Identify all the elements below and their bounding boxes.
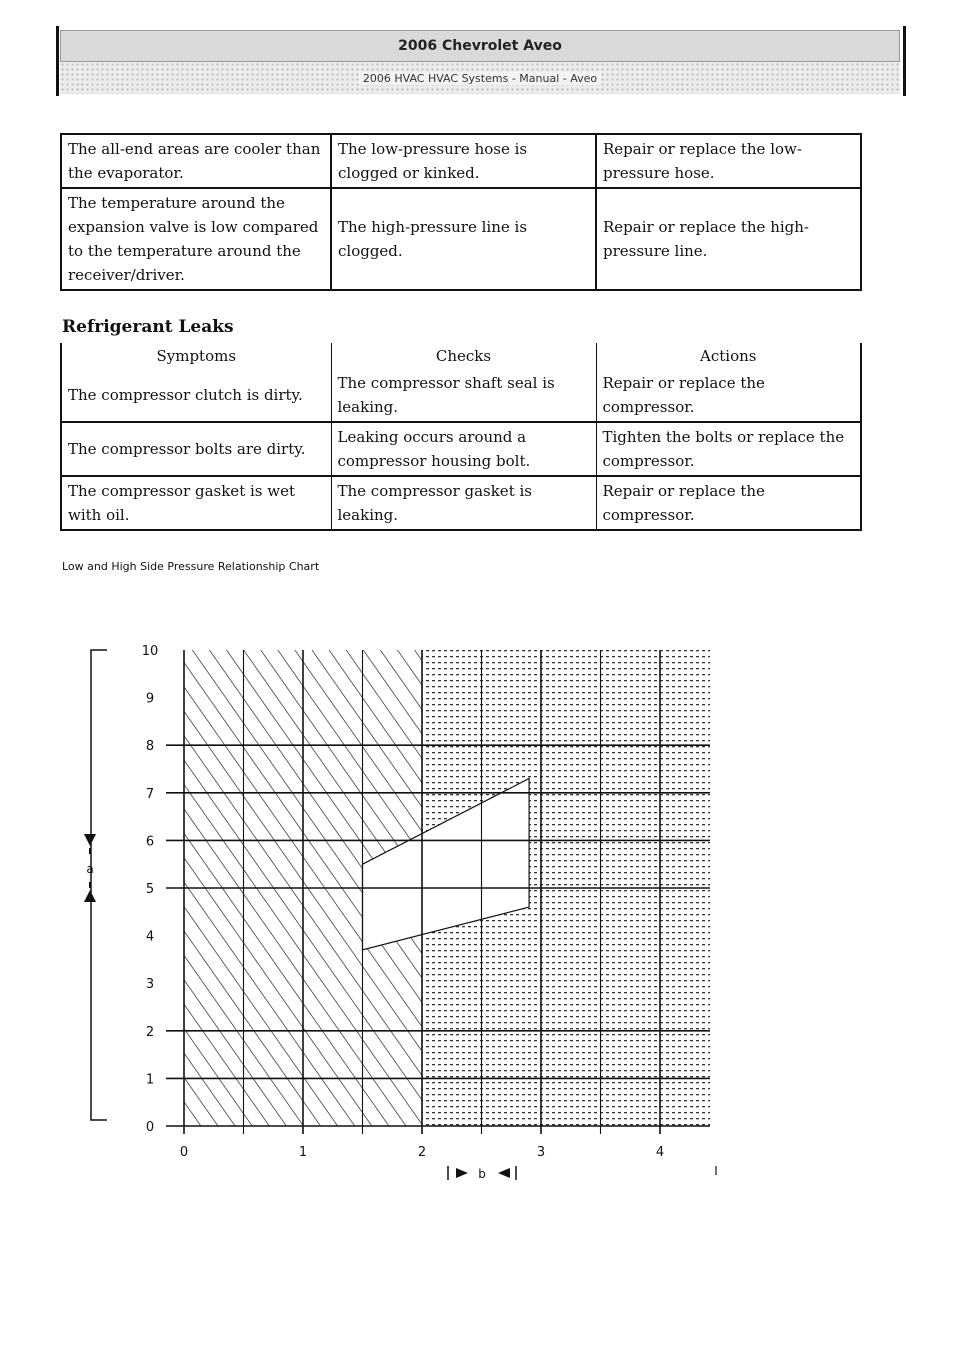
table-cell: The compressor clutch is dirty.: [68, 386, 303, 404]
table-cell: The high-pressure line is clogged.: [331, 188, 596, 290]
pressure-relationship-chart: [0, 620, 960, 1220]
y-tick-label: 9: [145, 691, 155, 707]
header-rule-left: [56, 26, 59, 96]
arrow-up-icon: [84, 890, 96, 902]
y-tick-label: 1: [145, 1072, 155, 1088]
table-cell: The compressor bolts are dirty.: [61, 422, 331, 476]
table-row: [61, 369, 861, 422]
y-tick-label: 0: [145, 1120, 155, 1135]
x-tick-label: 0: [179, 1145, 189, 1160]
x-tick-label: 1: [298, 1145, 308, 1160]
table-cell: The temperature around the expansion valve is low compared to the temperature around the receiver/driver.: [61, 188, 331, 290]
table-cell: The low-pressure hose is clogged or kinked.: [331, 134, 596, 188]
y-tick-label: 8: [145, 739, 155, 755]
diagnosis-table-continued: [60, 133, 862, 291]
table-cell: The compressor gasket is wet with oil.: [61, 476, 331, 530]
section-title-refrigerant-leaks: Refrigerant Leaks: [62, 317, 234, 337]
chart-caption: Low and High Side Pressure Relationship Chart: [62, 560, 320, 573]
y-tick-label: 10: [141, 644, 159, 659]
x-tick-label: 4: [655, 1145, 665, 1160]
refrigerant-leaks-table: [60, 343, 862, 531]
document-subtitle: 2006 HVAC HVAC Systems - Manual - Aveo: [359, 72, 601, 85]
column-header-checks: Checks: [331, 343, 596, 369]
table-row: [61, 476, 861, 530]
table-cell: The compressor shaft seal is leaking.: [331, 369, 596, 422]
table-cell: The compressor gasket is leaking.: [331, 476, 596, 530]
y-tick-label: 2: [145, 1024, 155, 1040]
corner-mark: I: [714, 1164, 718, 1178]
header-rule-right: [903, 26, 906, 96]
table-cell: The all-end areas are cooler than the evaporator.: [61, 134, 331, 188]
table-cell: Tighten the bolts or replace the compressor.: [596, 422, 861, 476]
header-title-bar: [60, 30, 900, 62]
y-tick-label: 5: [145, 882, 155, 897]
x-axis-label: b: [478, 1167, 486, 1181]
y-axis-label: a: [86, 862, 94, 876]
x-tick-label: 3: [536, 1145, 546, 1160]
column-header-symptoms: Symptoms: [156, 347, 237, 365]
header-subtitle-bar: [60, 62, 900, 94]
y-tick-label: 6: [145, 834, 155, 850]
y-tick-label: 7: [145, 786, 155, 802]
table-cell: Repair or replace the compressor.: [596, 369, 861, 422]
arrow-left-icon: [498, 1168, 510, 1178]
table-cell: Repair or replace the high-pressure line.: [596, 188, 861, 290]
y-tick-label: 3: [145, 977, 155, 993]
table-row: [61, 422, 861, 476]
table-header-row: [61, 343, 861, 369]
table-cell: Leaking occurs around a compressor housing bolt.: [331, 422, 596, 476]
table-cell: Repair or replace the compressor.: [596, 476, 861, 530]
table-row: [61, 188, 861, 290]
y-axis-bracket: [84, 650, 107, 1120]
arrow-right-icon: [456, 1168, 468, 1178]
table-row: [61, 134, 861, 188]
column-header-actions: Actions: [596, 343, 861, 369]
x-tick-label: 2: [417, 1145, 427, 1160]
y-tick-label: 4: [145, 929, 155, 945]
arrow-down-icon: [84, 834, 96, 846]
table-cell: Repair or replace the low-pressure hose.: [596, 134, 861, 188]
document-title: 2006 Chevrolet Aveo: [398, 38, 562, 54]
